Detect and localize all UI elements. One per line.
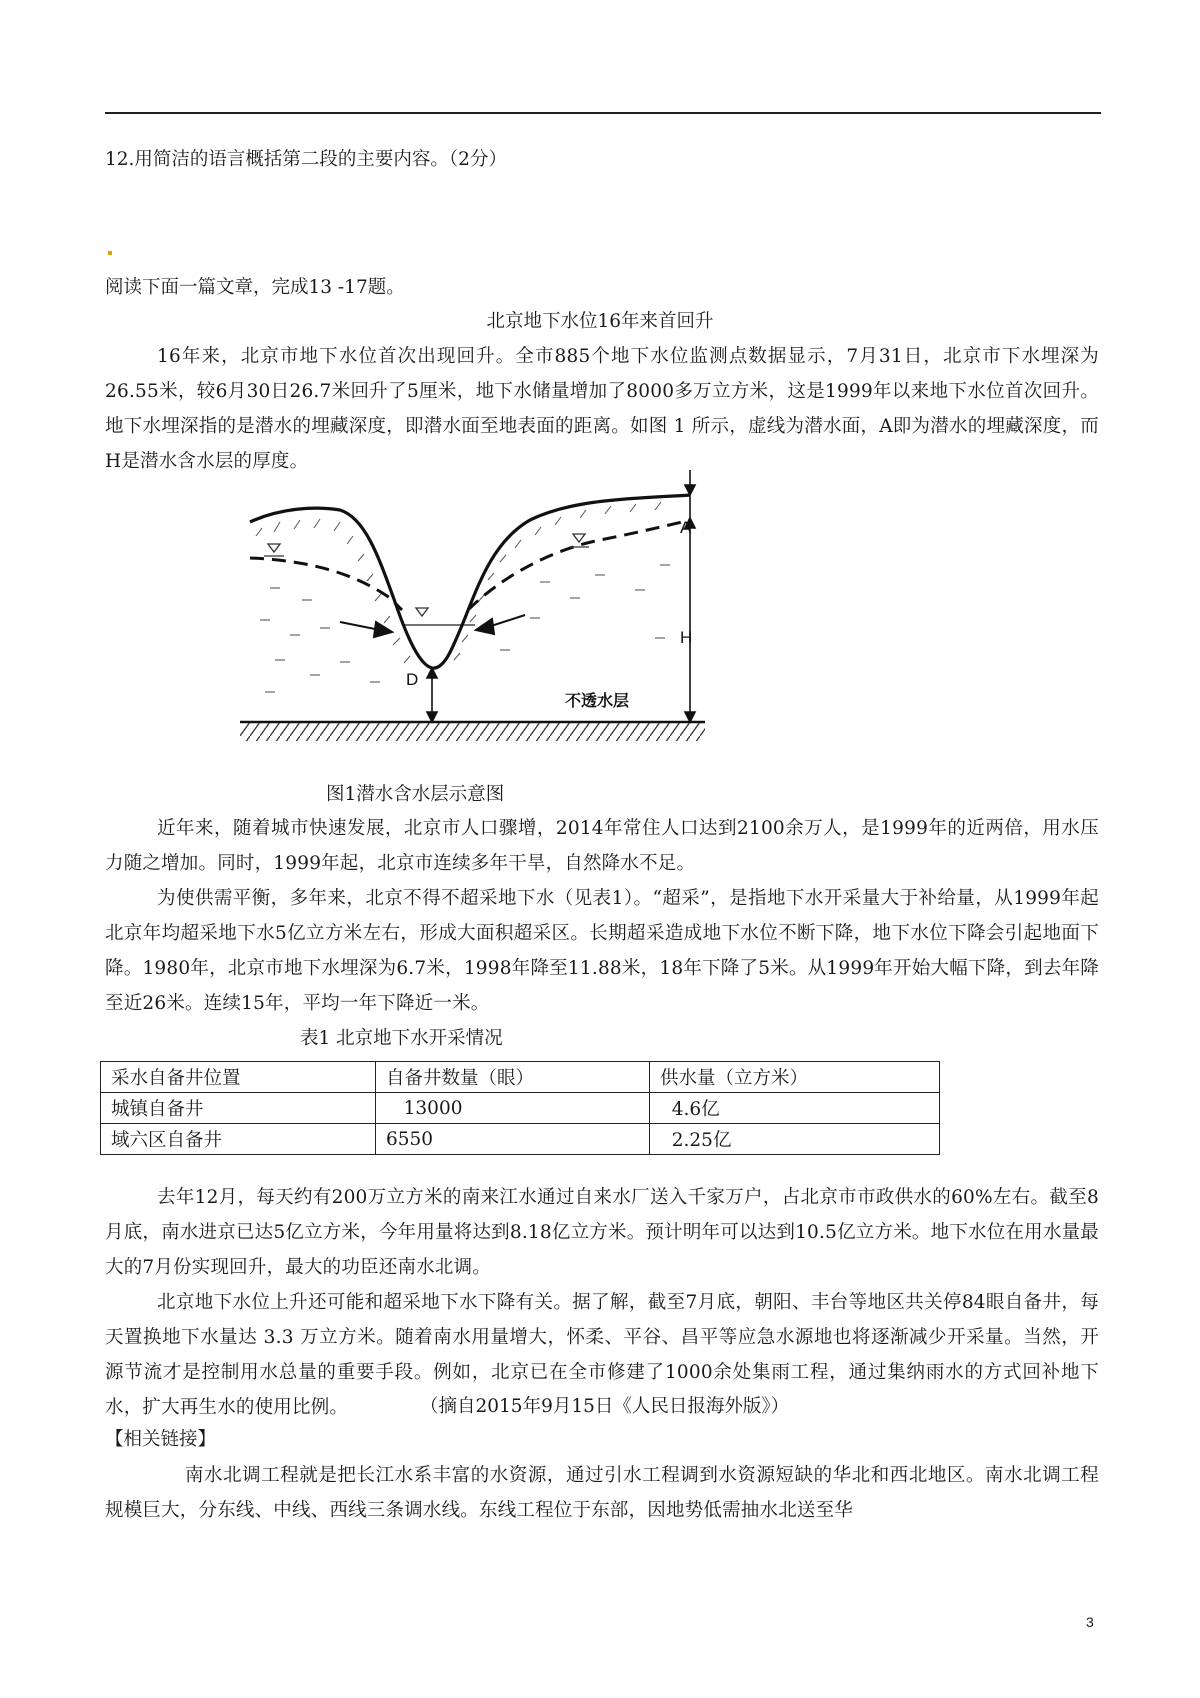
header-rule bbox=[105, 112, 1101, 114]
table-cell: 域六区自备井 bbox=[101, 1124, 376, 1155]
paragraph-5: 北京地下水位上升还可能和超采地下水下降有关。据了解，截至7月底，朝阳、丰台等地区共关停84眼自备井，每天置换地下水量达 3.3 万立方米。随着南水用量增大，怀柔、平谷、昌平等应急水源地也将逐渐减少开采量。当然，开源节流才是控制用水总量的重要手段。例如，北京已在全市修建了1000余处集雨工程，通过集纳雨水的方式回补地下水，扩大再生水的使用比例。 bbox=[105, 1292, 1099, 1418]
related-text: 南水北调工程就是把长江水系丰富的水资源，通过引水工程调到水资源短缺的华北和西北地区。南水北调工程规模巨大，分东线、中线、西线三条调水线。东线工程位于东部，因地势低需抽水北送至华 bbox=[105, 1465, 1099, 1521]
table-cell: 13000 bbox=[376, 1093, 650, 1124]
water-level-symbol bbox=[268, 544, 280, 552]
well-table bbox=[100, 1061, 940, 1155]
reading-intro: 阅读下面一篇文章，完成13 -17题。 bbox=[105, 277, 405, 298]
question-12: 12.用简洁的语言概括第二段的主要内容。（2分） bbox=[105, 149, 507, 170]
table-header-row bbox=[101, 1062, 940, 1093]
water-level-symbol bbox=[416, 608, 428, 616]
label-a: A bbox=[680, 518, 692, 537]
water-level-symbol bbox=[573, 534, 585, 542]
figure-caption: 图1潜水含水层示意图 bbox=[326, 784, 505, 805]
source-note: （摘自2015年9月15日《人民日报海外版》） bbox=[420, 1396, 790, 1417]
table-cell: 城镇自备井 bbox=[101, 1093, 376, 1124]
table-header-cell: 供水量（立方米） bbox=[650, 1062, 940, 1093]
label-h: H bbox=[680, 628, 693, 647]
paragraph-2: 近年来，随着城市快速发展，北京市人口骤增，2014年常住人口达到2100余万人，是1999年的近两倍，用水压力随之增加。同时，1999年起，北京市连续多年干旱，自然降水不足。 bbox=[105, 818, 1099, 874]
flow-arrow-left bbox=[340, 622, 380, 630]
table-row bbox=[101, 1093, 940, 1124]
related-heading: 【相关链接】 bbox=[105, 1429, 217, 1450]
table-cell: 4.6亿 bbox=[650, 1093, 940, 1124]
ground-surface-line bbox=[250, 495, 693, 668]
table-cell: 6550 bbox=[376, 1124, 650, 1155]
water-table-dashed bbox=[250, 520, 690, 610]
table-header-cell: 采水自备井位置 bbox=[101, 1062, 376, 1093]
paragraph-1: 16年来，北京市地下水位首次出现回升。全市885个地下水位监测点数据显示，7月31日，北京市下水埋深为26.55米，较6月30日26.7米回升了5厘米，地下水储量增加了8000多万立方米，这是1999年以来地下水位首次回升。地下水埋深指的是潜水的埋藏深度，即潜水面至地表面的距离。如图 1 所示，虚线为潜水面，A即为潜水的埋藏深度，而H是潜水含水层的厚度。 bbox=[105, 346, 1099, 472]
paragraph-4: 去年12月，每天约有200万立方米的南来江水通过自来水厂送入千家万户，占北京市市政供水的60%左右。截至8月底，南水进京已达5亿立方米，今年用量将达到8.18亿立方米。预计明年可以达到10.5亿立方米。地下水位在用水量最大的7月份实现回升，最大的功臣还南水北调。 bbox=[105, 1187, 1099, 1278]
paragraph-3: 为使供需平衡，多年来，北京不得不超采地下水（见表1）。“超采”，是指地下水开采量大于补给量，从1999年起北京年均超采地下水5亿立方米左右，形成大面积超采区。长期超采造成地下水位不断下降，地下水位下降会引起地面下降。1980年，北京市地下水埋深为6.7米，1998年降至11.88米，18年下降了5米。从1999年开始大幅下降，到去年降至近26米。连续15年，平均一年下降近一米。 bbox=[105, 888, 1099, 1014]
stray-mark bbox=[108, 251, 112, 255]
table-row bbox=[101, 1124, 940, 1155]
label-d: D bbox=[406, 670, 419, 689]
table-header-cell: 自备井数量（眼） bbox=[376, 1062, 650, 1093]
page-number: 3 bbox=[1086, 1614, 1094, 1630]
article-title: 北京地下水位16年来首回升 bbox=[486, 311, 714, 332]
table-cell: 2.25亿 bbox=[650, 1124, 940, 1155]
label-impermeable-layer: 不透水层 bbox=[565, 691, 630, 710]
aquifer-diagram bbox=[240, 470, 770, 760]
table-caption: 表1 北京地下水开采情况 bbox=[300, 1028, 503, 1049]
